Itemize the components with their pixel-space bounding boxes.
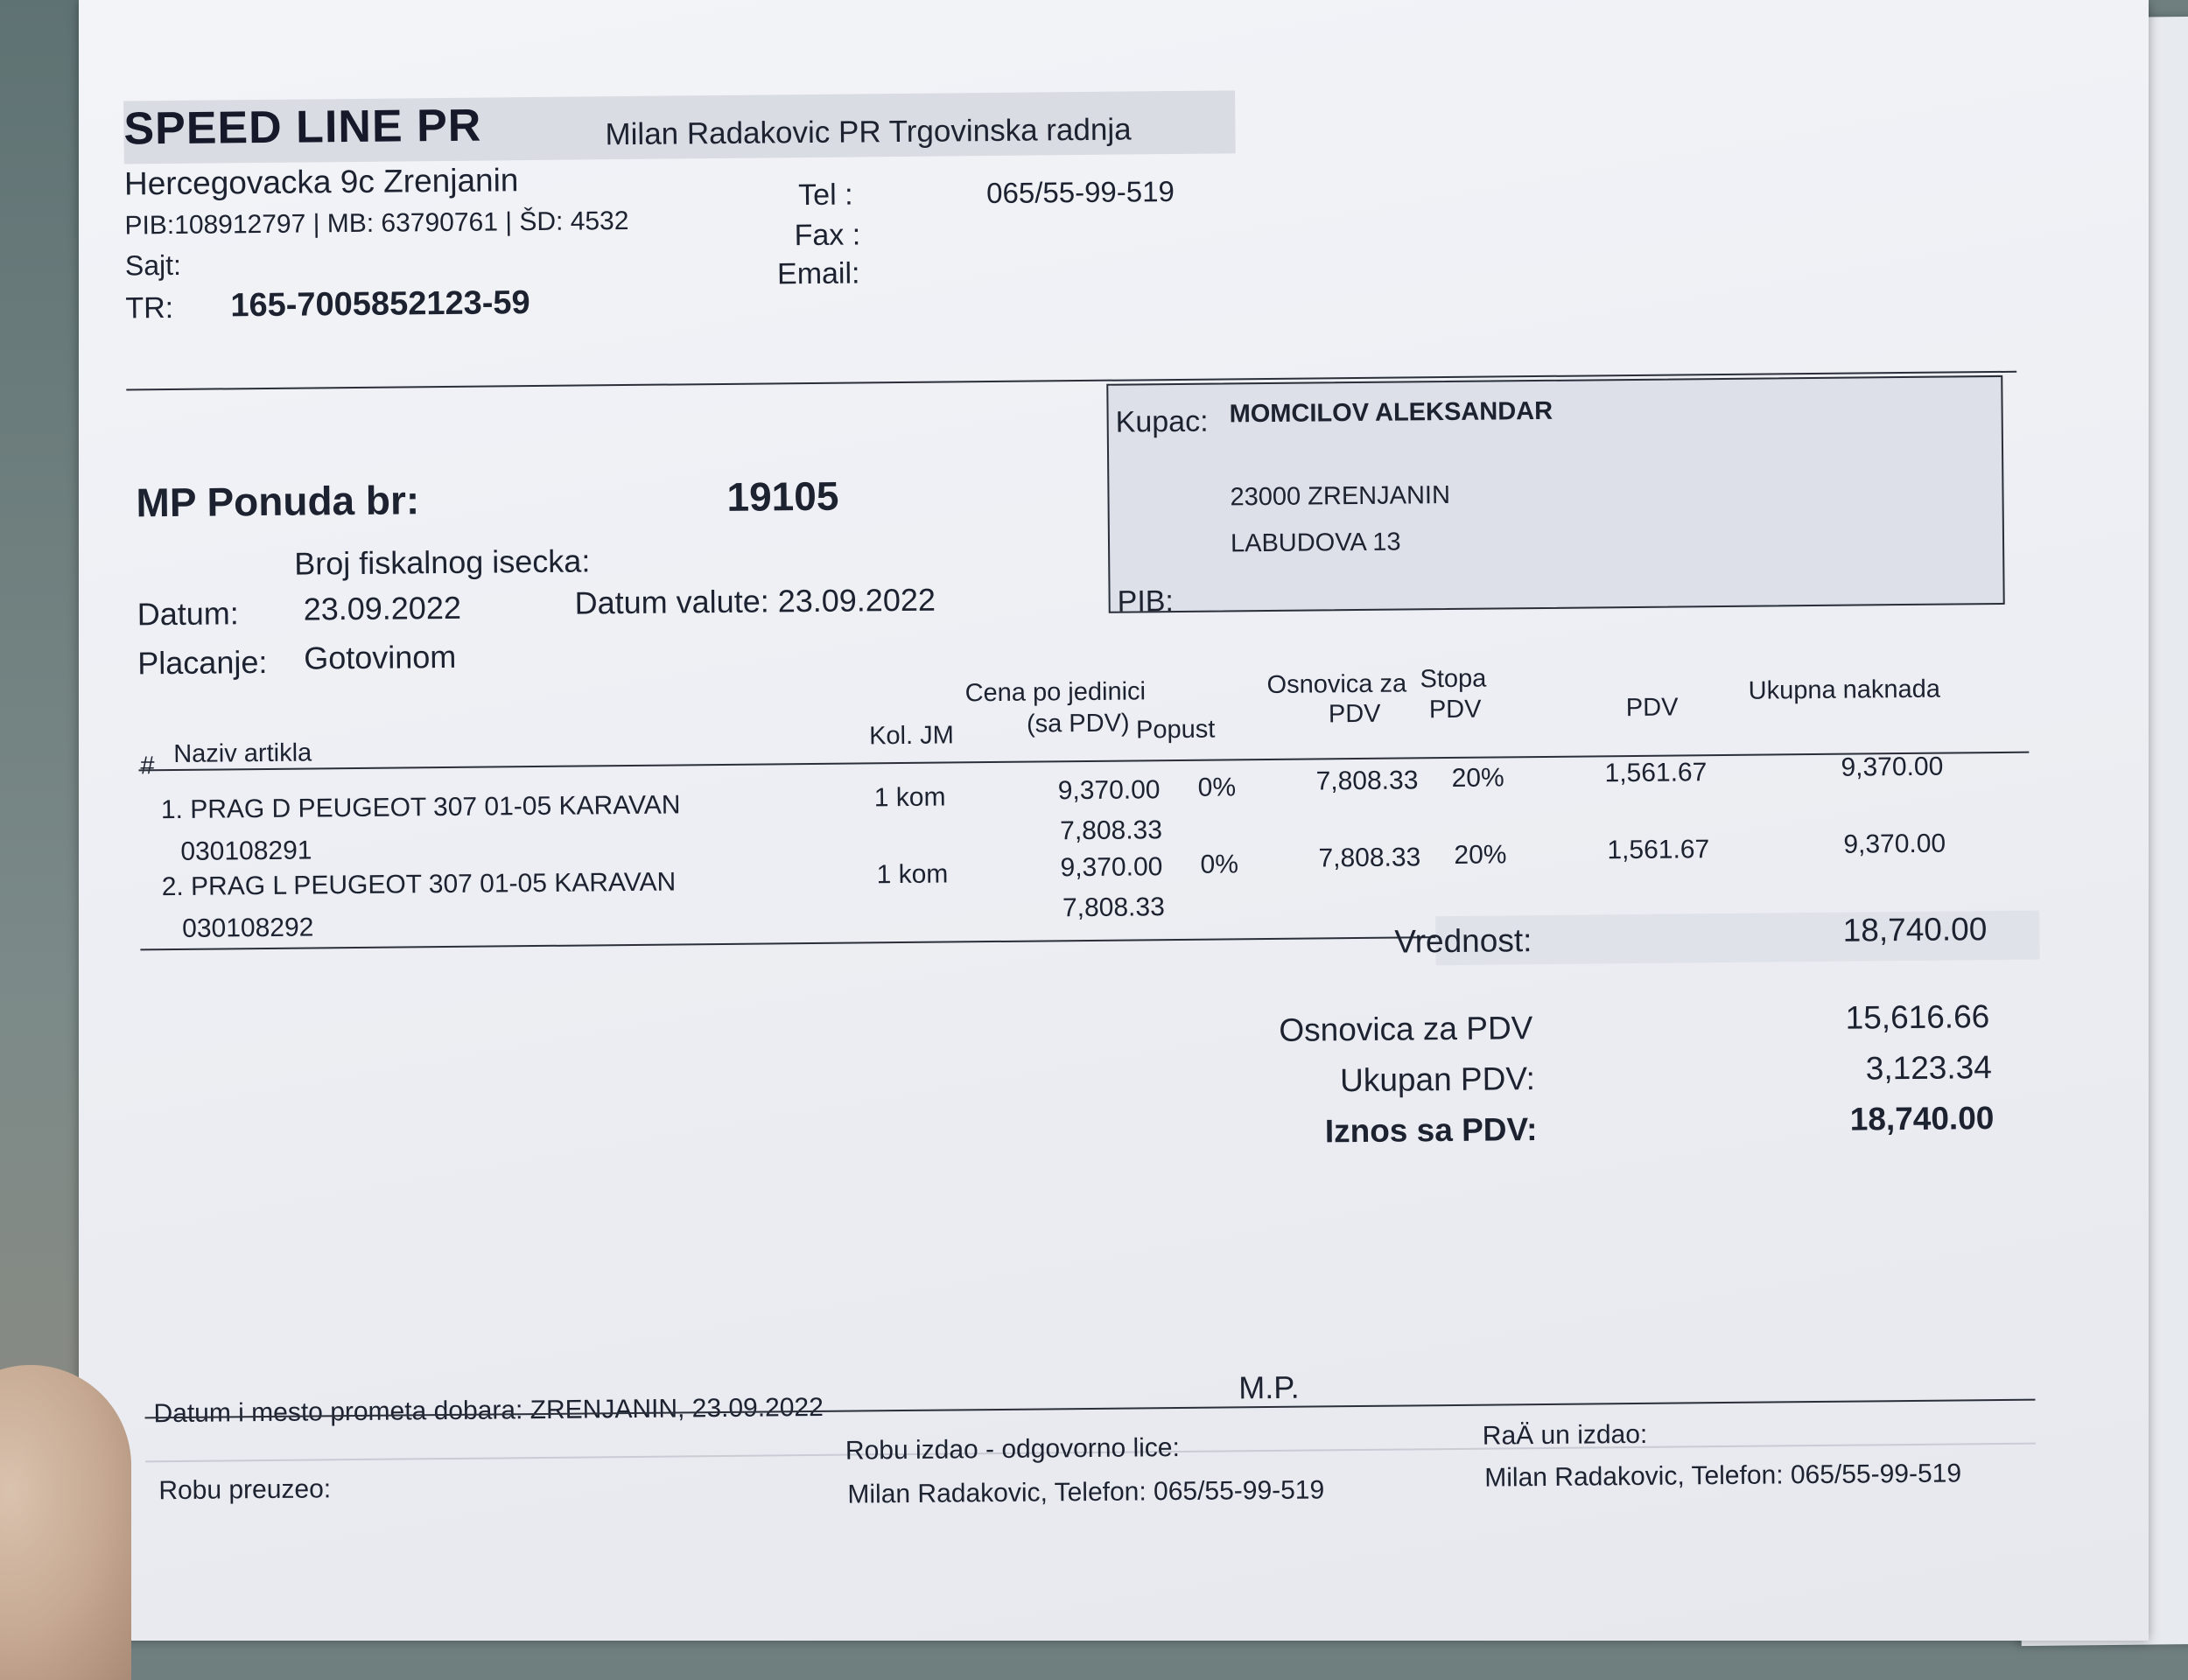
document-number: 19105 bbox=[726, 472, 839, 520]
invoice-issued-person: Milan Radakovic, Telefon: 065/55-99-519 bbox=[1484, 1459, 1962, 1493]
item-total: 9,370.00 bbox=[1843, 829, 1946, 859]
fax-label: Fax : bbox=[794, 218, 861, 253]
col-header-qty: Kol. JM bbox=[868, 721, 954, 751]
invoice-issued-label: RaÄ un izdao: bbox=[1482, 1419, 1648, 1451]
item-base: 7,808.33 bbox=[1315, 766, 1419, 796]
payment-label: Placanje: bbox=[137, 643, 268, 682]
col-header-base-1: Osnovica za bbox=[1266, 669, 1407, 700]
issued-goods-label: Robu izdao - odgovorno lice: bbox=[845, 1433, 1181, 1466]
col-header-price-1: Cena po jedinici bbox=[964, 677, 1147, 708]
finger bbox=[0, 1365, 131, 1680]
place-date-of-delivery: Datum i mesto prometa dobara: ZRENJANIN, 23.09.2022 bbox=[153, 1392, 824, 1429]
item-vat: 1,561.67 bbox=[1607, 835, 1710, 865]
item-name: 1. PRAG D PEUGEOT 307 01-05 KARAVAN bbox=[160, 790, 681, 825]
gross-total-amount: 18,740.00 bbox=[1849, 1100, 1995, 1138]
item-code: 030108291 bbox=[180, 836, 312, 866]
bank-account-value: 165-7005852123-59 bbox=[230, 284, 530, 325]
buyer-label: Kupac: bbox=[1115, 404, 1209, 439]
document-content bbox=[79, 0, 2164, 1641]
company-owner: Milan Radakovic PR Trgovinska radnja bbox=[605, 112, 1132, 152]
col-header-hash: # bbox=[140, 752, 155, 780]
buyer-street: LABUDOVA 13 bbox=[1230, 528, 1401, 558]
company-name: SPEED LINE PR bbox=[123, 100, 482, 155]
item-price-net: 7,808.33 bbox=[1062, 892, 1165, 923]
col-header-name: Naziv artikla bbox=[173, 738, 312, 768]
tel-value: 065/55-99-519 bbox=[985, 174, 1175, 210]
company-address: Hercegovacka 9c Zrenjanin bbox=[123, 162, 519, 202]
item-price: 9,370.00 bbox=[1060, 852, 1163, 883]
col-header-vat: PDV bbox=[1625, 693, 1679, 723]
date-label: Datum: bbox=[137, 595, 239, 633]
vat-total-amount: 3,123.34 bbox=[1865, 1049, 1993, 1087]
item-qty: 1 kom bbox=[873, 782, 946, 813]
value-date: Datum valute: 23.09.2022 bbox=[574, 581, 936, 621]
table-header-divider bbox=[138, 752, 2029, 772]
website-label: Sajt: bbox=[124, 248, 182, 282]
item-discount: 0% bbox=[1197, 773, 1237, 802]
base-total-amount: 15,616.66 bbox=[1845, 998, 1990, 1036]
base-total-label: Osnovica za PDV bbox=[1279, 1010, 1533, 1048]
document-page bbox=[79, 0, 2149, 1641]
bank-account-label: TR: bbox=[125, 290, 174, 326]
value-amount: 18,740.00 bbox=[1842, 911, 1988, 948]
buyer-pib-label: PIB: bbox=[1117, 584, 1175, 619]
tel-label: Tel : bbox=[797, 178, 853, 213]
item-name: 2. PRAG L PEUGEOT 307 01-05 KARAVAN bbox=[161, 867, 677, 902]
buyer-name: MOMCILOV ALEKSANDAR bbox=[1229, 396, 1553, 429]
item-rate: 20% bbox=[1451, 763, 1504, 793]
payment-value: Gotovinom bbox=[304, 638, 457, 676]
item-price-net: 7,808.33 bbox=[1060, 816, 1163, 846]
item-discount: 0% bbox=[1200, 850, 1239, 879]
item-price: 9,370.00 bbox=[1057, 775, 1161, 806]
date-value: 23.09.2022 bbox=[303, 589, 462, 627]
stamp-placeholder: M.P. bbox=[1238, 1368, 1300, 1406]
item-code: 030108292 bbox=[182, 913, 314, 943]
item-vat: 1,561.67 bbox=[1604, 758, 1708, 788]
item-rate: 20% bbox=[1454, 840, 1507, 870]
company-ids: PIB:108912797 | MB: 63790761 | ŠD: 4532 bbox=[124, 206, 629, 241]
item-qty: 1 kom bbox=[876, 859, 949, 890]
item-base: 7,808.33 bbox=[1318, 843, 1421, 873]
document-title: MP Ponuda br: bbox=[136, 477, 420, 526]
col-header-rate-1: Stopa bbox=[1420, 664, 1487, 694]
fiscal-receipt-label: Broj fiskalnog isecka: bbox=[293, 542, 591, 582]
col-header-total: Ukupna naknada bbox=[1748, 675, 1941, 705]
received-by-label: Robu preuzeo: bbox=[158, 1474, 332, 1506]
col-header-price-2: (sa PDV) bbox=[1026, 709, 1130, 738]
issued-goods-person: Milan Radakovic, Telefon: 065/55-99-519 bbox=[847, 1475, 1325, 1509]
col-header-base-2: PDV bbox=[1328, 699, 1381, 729]
vat-total-label: Ukupan PDV: bbox=[1339, 1060, 1536, 1099]
col-header-discount: Popust bbox=[1135, 715, 1216, 745]
value-label: Vrednost: bbox=[1394, 922, 1532, 960]
buyer-city: 23000 ZRENJANIN bbox=[1230, 480, 1451, 512]
gross-total-label: Iznos sa PDV: bbox=[1324, 1111, 1538, 1150]
email-label: Email: bbox=[776, 256, 860, 291]
col-header-rate-2: PDV bbox=[1428, 695, 1482, 724]
item-total: 9,370.00 bbox=[1841, 752, 1944, 782]
